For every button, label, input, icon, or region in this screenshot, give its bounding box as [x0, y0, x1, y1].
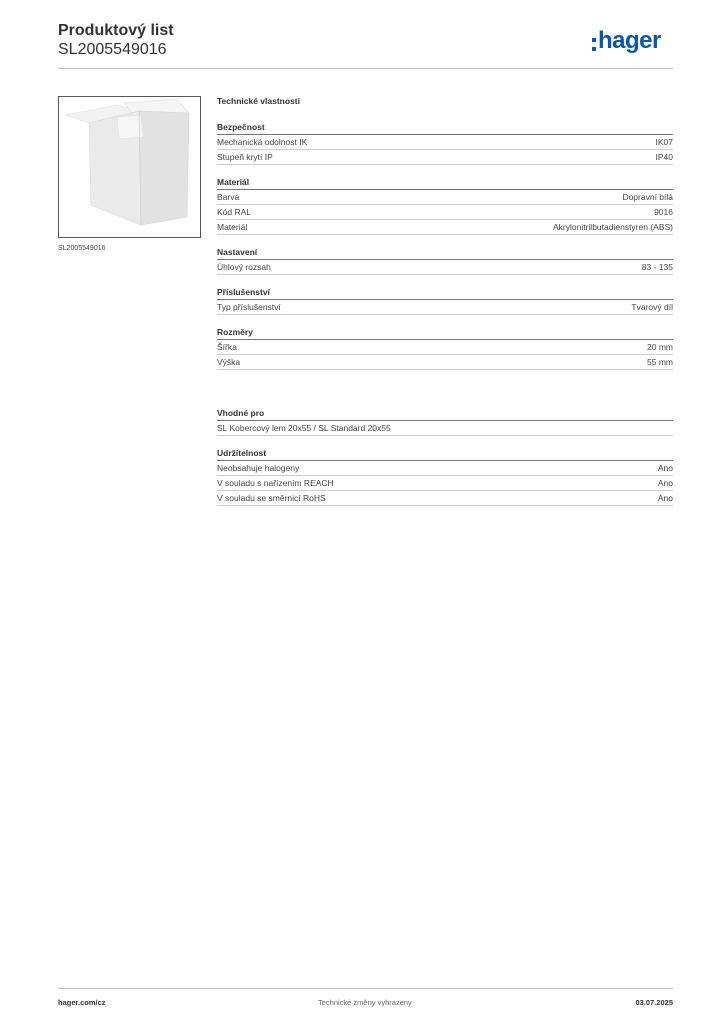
section-title: Rozměry: [217, 325, 673, 340]
spec-row: [217, 220, 673, 235]
section-title: Bezpečnost: [217, 120, 673, 135]
spec-row: [217, 260, 673, 275]
spec-value: Ano: [657, 493, 673, 503]
spec-value: Ano: [657, 463, 673, 473]
spec-row: [217, 150, 673, 165]
spec-label: Barva: [217, 192, 240, 202]
footer-divider: [58, 988, 673, 989]
inner-corner-fitting-icon: [59, 97, 200, 237]
section-title: Materiál: [217, 175, 673, 190]
section-title: Příslušenství: [217, 285, 673, 300]
spec-label: V souladu s nařízením REACH: [217, 478, 334, 488]
spec-row: [217, 355, 673, 370]
spec-value: 83 - 135: [641, 262, 673, 272]
spec-value: IP40: [655, 152, 673, 162]
spec-label: Šířka: [217, 342, 237, 352]
section-title: Nastavení: [217, 245, 673, 260]
spec-value: Akrylonitrilbutadienstyren (ABS): [553, 222, 673, 232]
spec-label: V souladu se směrnicí RoHS: [217, 493, 326, 503]
footer-website-link[interactable]: hager.com/cz: [58, 998, 106, 1007]
product-code: SL2005549016: [58, 41, 167, 58]
footer-note: Technické změny vyhrazeny: [318, 998, 412, 1007]
spec-row: [217, 476, 673, 491]
spec-value: IK07: [655, 137, 673, 147]
hager-logo: [592, 29, 661, 53]
logo-colon-icon: [592, 38, 596, 51]
footer-date: 03.07.2025: [635, 998, 673, 1007]
spec-value: Ano: [657, 478, 673, 488]
technical-specs: [217, 96, 673, 506]
spec-row: [217, 421, 673, 436]
spec-row: [217, 190, 673, 205]
spec-value: 9016: [654, 207, 673, 217]
spec-value: 55 mm: [647, 357, 673, 367]
section-title: Udržitelnost: [217, 446, 673, 461]
logo-word: hager: [598, 27, 661, 54]
spec-row: [217, 205, 673, 220]
specs-heading: Technické vlastnosti: [217, 96, 300, 106]
spec-label: Neobsahuje halogeny: [217, 463, 300, 473]
spec-label: Kód RAL: [217, 207, 252, 217]
spec-label: SL Kobercový lem 20x55 / SL Standard 20x55: [217, 423, 391, 433]
spec-value: 20 mm: [647, 342, 673, 352]
section-title: Vhodné pro: [217, 406, 673, 421]
spec-label: Mechanická odolnost IK: [217, 137, 308, 147]
spec-label: Úhlový rozsah: [217, 262, 271, 272]
spec-label: Stupeň krytí IP: [217, 152, 273, 162]
spec-label: Typ příslušenství: [217, 302, 281, 312]
spec-row: [217, 461, 673, 476]
header-divider: [58, 68, 673, 69]
spec-label: Materiál: [217, 222, 248, 232]
spec-value: Dopravní bílá: [622, 192, 673, 202]
image-caption: SL2005549016: [58, 245, 106, 252]
spec-row: [217, 135, 673, 150]
header: [58, 22, 174, 59]
spec-row: [217, 491, 673, 506]
spec-row: [217, 300, 673, 315]
spec-label: Výška: [217, 357, 241, 367]
product-image: [58, 96, 201, 238]
spec-value: Tvarový díl: [631, 302, 673, 312]
spec-row: [217, 340, 673, 355]
page-title: Produktový list: [58, 22, 174, 39]
